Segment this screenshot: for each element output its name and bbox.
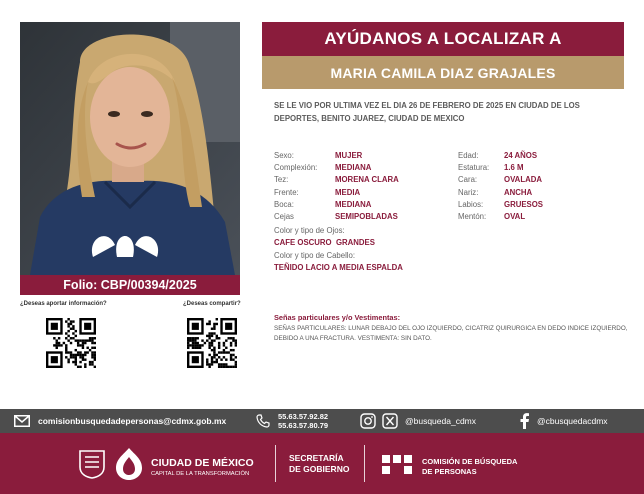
qr-code-share[interactable] <box>187 318 237 368</box>
attr-label: Boca: <box>274 199 294 209</box>
attr-label: Sexo: <box>274 151 294 160</box>
attr-value: GRUESOS <box>504 199 543 209</box>
missing-person-name: MARIA CAMILA DIAZ GRAJALES <box>262 56 624 89</box>
attr-value: ANCHA <box>504 187 533 197</box>
eyes-label: Color y tipo de Ojos: <box>274 226 345 235</box>
attr-label: Estatura: <box>458 163 490 173</box>
eyes-value: CAFE OSCURO GRANDES <box>274 238 375 248</box>
email-contact[interactable] <box>14 409 226 433</box>
secretaria-block <box>289 453 349 475</box>
attr-value: SEMIPOBLADAS <box>335 212 398 221</box>
qr-info-label: ¿Deseas aportar información? <box>20 301 107 307</box>
cdmx-logo-block <box>78 447 254 486</box>
attr-label: Tez: <box>274 175 289 185</box>
facebook-icon <box>520 413 529 429</box>
attr-value: OVAL <box>504 212 526 221</box>
senas-title: Señas particulares y/o Vestimentas: <box>274 313 401 322</box>
folio-label: Folio: CBP/00394/2025 <box>20 275 240 295</box>
phone-contact[interactable] <box>256 409 328 433</box>
attr-label: Mentón: <box>458 212 487 221</box>
hair-value: TEÑIDO LACIO A MEDIA ESPALDA <box>274 263 403 273</box>
phone-2: 55.63.57.80.79 <box>278 421 329 430</box>
comision-logo-icon <box>380 453 414 480</box>
attr-value: MEDIANA <box>335 163 372 173</box>
senas-text: SEÑAS PARTICULARES: LUNAR DEBAJO DEL OJO IZQUIERDO, CICATRIZ QUIRURGICA EN DEDO INDICE IZQUIERDO, DEBIDO A UNA FRACTURA. VESTIMENTA: SIN DATO. <box>274 325 628 342</box>
facebook-contact[interactable] <box>520 409 608 433</box>
comision-block <box>380 453 517 480</box>
qr-share-label: ¿Deseas compartir? <box>183 301 241 307</box>
qr-code-info[interactable] <box>46 318 96 368</box>
attr-label: Cejas <box>274 212 294 221</box>
missing-person-photo <box>20 22 240 275</box>
footer-divider <box>275 445 276 482</box>
cdmx-shield-icon <box>78 449 106 484</box>
cdmx-emblem-icon <box>114 447 144 486</box>
phone-icon <box>256 414 270 428</box>
attr-value: 24 AÑOS <box>504 151 538 160</box>
attr-label: Complexión: <box>274 163 318 173</box>
cdmx-subtitle: CAPITAL DE LA TRANSFORMACIÓN <box>151 470 250 477</box>
x-twitter-icon <box>382 413 398 429</box>
phone-1: 55.63.57.92.82 <box>278 412 329 421</box>
social-handle: @busqueda_cdmx <box>405 416 477 426</box>
attr-value: MEDIANA <box>335 199 372 209</box>
attr-value: MORENA CLARA <box>335 175 399 185</box>
banner-heading: AYÚDANOS A LOCALIZAR A <box>262 22 624 56</box>
attr-value: MEDIA <box>335 187 361 197</box>
comision-line-2: DE PERSONAS <box>422 466 477 476</box>
attr-label: Nariz: <box>458 187 479 197</box>
attr-value: 1.6 M <box>504 163 524 173</box>
last-seen-text: SE LE VIO POR ULTIMA VEZ EL DIA 26 DE FEBRERO DE 2025 EN CIUDAD DE LOS DEPORTES, BENITO JUAREZ, CIUDAD DE MEXICO <box>274 101 580 123</box>
facebook-handle: @cbusquedacdmx <box>537 416 608 426</box>
attr-label: Cara: <box>458 175 478 185</box>
attr-label: Labios: <box>458 199 484 209</box>
attr-value: OVALADA <box>504 175 542 185</box>
comision-line-1: COMISIÓN DE BÚSQUEDA <box>422 456 518 466</box>
institutional-footer <box>0 433 644 494</box>
secretaria-line-2: DE GOBIERNO <box>289 464 350 474</box>
attr-value: MUJER <box>335 151 363 160</box>
hair-label: Color y tipo de Cabello: <box>274 251 356 260</box>
mail-icon <box>14 415 30 427</box>
email-text: comisionbusquedadepersonas@cdmx.gob.mx <box>38 416 227 426</box>
eyes-block <box>274 225 375 249</box>
instagram-icon <box>360 413 376 429</box>
attributes-left <box>274 150 454 224</box>
attr-label: Frente: <box>274 187 299 197</box>
secretaria-line-1: SECRETARÍA <box>289 453 344 463</box>
attributes-right <box>458 150 618 224</box>
social-contact[interactable] <box>360 409 476 433</box>
footer-divider <box>364 445 365 482</box>
contact-bar <box>0 409 644 433</box>
attr-label: Edad: <box>458 151 479 160</box>
hair-block <box>274 250 403 274</box>
cdmx-title: CIUDAD DE MÉXICO <box>151 456 254 469</box>
